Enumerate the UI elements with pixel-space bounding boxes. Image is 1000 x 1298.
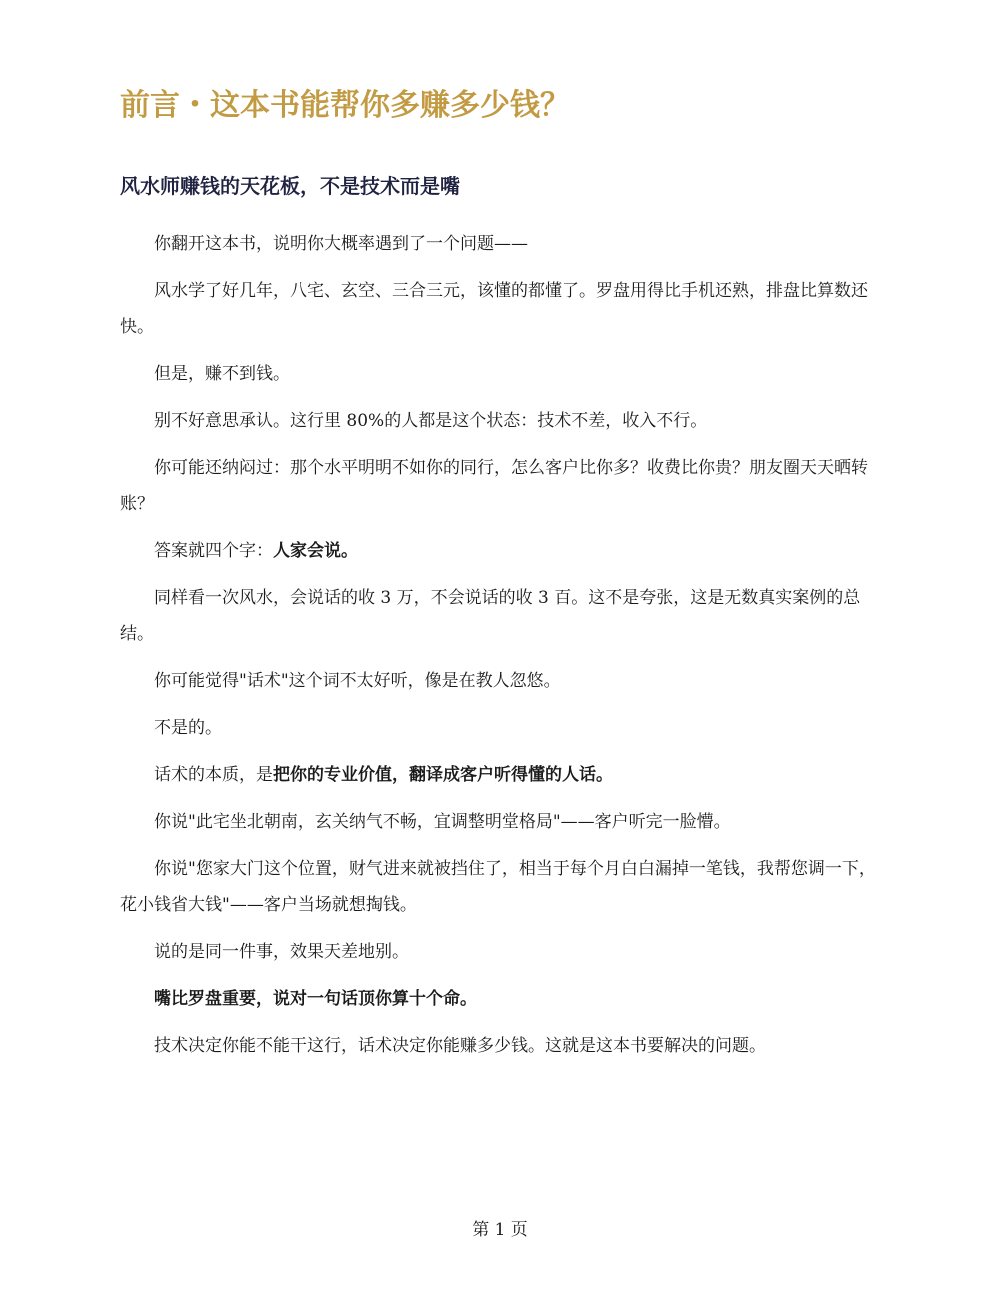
paragraph: 答案就四个字：人家会说。 (154, 541, 358, 561)
paragraph: 说的是同一件事，效果天差地别。 (154, 942, 409, 962)
paragraph: 风水学了好几年，八宅、玄空、三合三元，该懂的都懂了。罗盘用得比手机还熟，排盘比算数还快。 (120, 281, 868, 337)
paragraph: 别不好意思承认。这行里 80%的人都是这个状态：技术不差，收入不行。 (154, 411, 708, 431)
paragraph: 话术的本质，是把你的专业价值，翻译成客户听得懂的人话。 (154, 765, 613, 785)
paragraph: 但是，赚不到钱。 (154, 364, 290, 384)
paragraph: 你可能还纳闷过：那个水平明明不如你的同行，怎么客户比你多？收费比你贵？朋友圈天天晒转账？ (120, 458, 868, 514)
paragraph: 你翻开这本书，说明你大概率遇到了一个问题—— (154, 234, 528, 254)
page-number: 第 1 页 (472, 1220, 528, 1240)
page-title: 前言・这本书能帮你多赚多少钱？ (120, 88, 570, 123)
body-text (120, 226, 882, 1075)
paragraph: 你说"您家大门这个位置，财气进来就被挡住了，相当于每个月白白漏掉一笔钱，我帮您调一下，花小钱省大钱"——客户当场就想掏钱。 (120, 859, 876, 915)
paragraph: 不是的。 (154, 718, 222, 738)
paragraph: 你说"此宅坐北朝南，玄关纳气不畅，宜调整明堂格局"——客户听完一脸懵。 (154, 812, 731, 832)
paragraph: 技术决定你能不能干这行，话术决定你能赚多少钱。这就是这本书要解决的问题。 (154, 1036, 766, 1056)
paragraph: 你可能觉得"话术"这个词不太好听，像是在教人忽悠。 (154, 671, 561, 691)
section-heading: 风水师赚钱的天花板，不是技术而是嘴 (120, 174, 460, 198)
paragraph: 嘴比罗盘重要，说对一句话顶你算十个命。 (154, 989, 477, 1009)
paragraph: 同样看一次风水，会说话的收 3 万，不会说话的收 3 百。这不是夸张，这是无数真实案例的总结。 (120, 588, 861, 644)
